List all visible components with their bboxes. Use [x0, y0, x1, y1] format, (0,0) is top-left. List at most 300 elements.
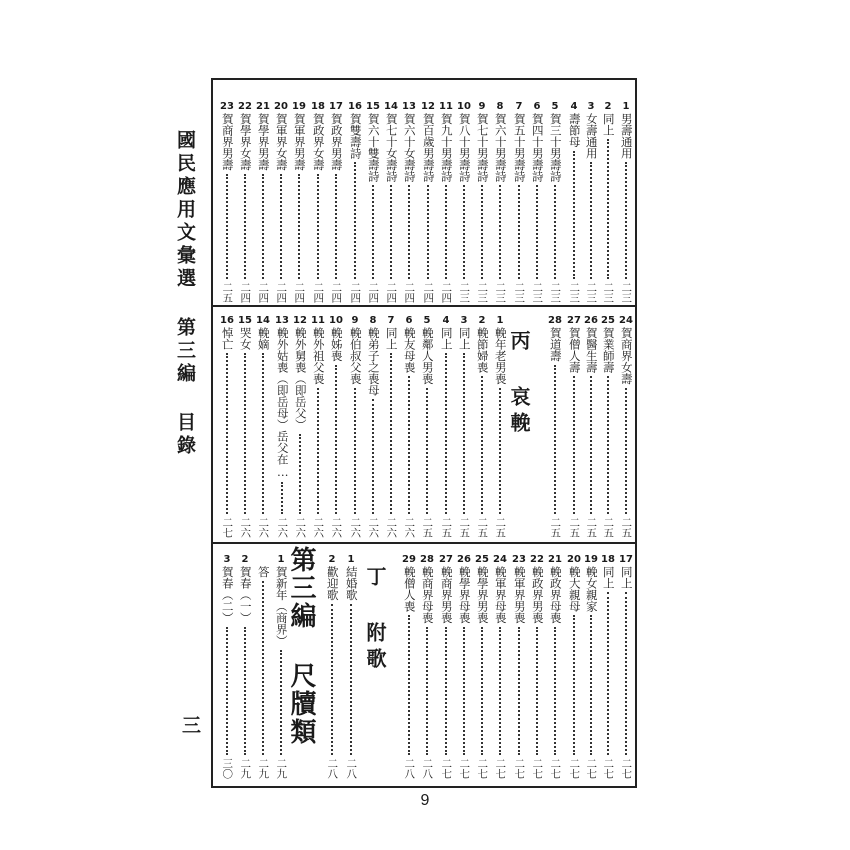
leader-dots	[298, 174, 300, 280]
entry-page: 二六	[330, 517, 343, 538]
entry-page: 二八	[421, 758, 434, 779]
leader-dots	[350, 604, 352, 756]
leader-dots	[354, 388, 356, 515]
toc-entry	[491, 553, 509, 779]
entry-number: 27	[567, 315, 581, 326]
toc-entry	[346, 314, 364, 538]
leader-dots	[445, 353, 447, 514]
entry-page: 二七	[531, 758, 544, 779]
entry-page: 二六	[367, 517, 380, 538]
folio-number: 9	[420, 792, 430, 809]
entry-number: 3	[223, 554, 231, 565]
leader-dots	[390, 185, 392, 279]
entry-number: 7	[387, 315, 395, 326]
entry-title: 輓外舅喪（即岳父）	[293, 327, 308, 431]
leader-dots	[625, 388, 627, 515]
toc-entry	[617, 314, 635, 538]
toc-entry	[510, 100, 528, 303]
entry-number: 28	[420, 554, 434, 565]
entry-title: 輓軍界母喪	[493, 566, 508, 624]
entry-number: 1	[622, 101, 630, 112]
entry-page: 二四	[330, 282, 343, 303]
leader-dots	[226, 353, 228, 514]
entry-page: 二三	[494, 282, 507, 303]
entry-page: 二四	[239, 282, 252, 303]
toc-entry	[342, 553, 360, 779]
leader-dots	[445, 185, 447, 279]
entry-number: 24	[493, 554, 507, 565]
leader-dots	[372, 185, 374, 279]
entry-number: 13	[275, 315, 289, 326]
entry-title: 賀六十女壽詩	[402, 113, 417, 182]
toc-entry	[254, 553, 272, 779]
leader-dots	[536, 627, 538, 756]
entry-page: 二七	[494, 758, 507, 779]
entry-page: 二六	[257, 517, 270, 538]
toc-entry	[236, 553, 254, 779]
toc-entry	[218, 314, 236, 538]
entry-number: 26	[584, 315, 598, 326]
entry-number: 11	[439, 101, 453, 112]
entry-title: 同上	[457, 327, 472, 350]
entry-page: 二五	[585, 517, 598, 538]
entry-number: 17	[329, 101, 343, 112]
entry-title: 賀七十女壽詩	[384, 113, 399, 182]
entry-page: 二六	[349, 517, 362, 538]
leader-dots	[463, 353, 465, 514]
entry-title: 賀商界女壽	[619, 327, 634, 385]
entry-number: 8	[369, 315, 377, 326]
toc-entry	[599, 314, 617, 538]
leader-dots	[607, 139, 609, 279]
toc-entry	[565, 100, 583, 303]
leader-dots	[354, 162, 356, 279]
leader-dots	[554, 365, 556, 515]
entry-number: 16	[220, 315, 234, 326]
entry-number: 1	[496, 315, 504, 326]
entry-number: 3	[587, 101, 595, 112]
entry-page: 二五	[458, 517, 471, 538]
entry-page: 二八	[403, 758, 416, 779]
toc-entry	[309, 314, 327, 538]
entry-title: 壽節母	[567, 113, 582, 148]
toc-entry	[236, 100, 254, 303]
toc-entry	[437, 314, 455, 538]
leader-dots	[226, 174, 228, 280]
entry-page: 二三	[620, 282, 633, 303]
entry-title: 輓外姑喪（即岳母）岳父在…	[275, 327, 290, 479]
entry-title: 賀六十男壽詩	[493, 113, 508, 182]
leader-dots	[625, 162, 627, 279]
leader-dots	[536, 185, 538, 279]
entry-number: 11	[311, 315, 325, 326]
entry-page: 二四	[385, 282, 398, 303]
entry-number: 14	[256, 315, 270, 326]
toc-entry	[565, 314, 583, 538]
entry-number: 21	[548, 554, 562, 565]
toc-entry	[273, 314, 291, 538]
toc-entry	[364, 100, 382, 303]
entry-page: 二五	[602, 517, 615, 538]
entry-number: 23	[220, 101, 234, 112]
entry-number: 29	[402, 554, 416, 565]
entry-page: 二四	[293, 282, 306, 303]
entry-number: 18	[601, 554, 615, 565]
entry-number: 9	[351, 315, 359, 326]
toc-entry	[419, 100, 437, 303]
entry-title: 輓嫡	[256, 327, 271, 350]
leader-dots	[408, 615, 410, 755]
toc-entry	[473, 314, 491, 538]
leader-dots	[244, 353, 246, 514]
toc-entry	[400, 553, 418, 779]
leader-dots	[280, 650, 282, 756]
entry-number: 10	[457, 101, 471, 112]
toc-entry	[582, 100, 600, 303]
entry-title: 賀三十男壽詩	[548, 113, 563, 182]
leader-dots	[518, 185, 520, 279]
entry-page: 二五	[221, 282, 234, 303]
entry-title: 賀六十雙壽詩	[366, 113, 381, 182]
entry-page: 二九	[275, 758, 288, 779]
toc-entry	[546, 100, 564, 303]
leader-dots	[390, 353, 392, 514]
leader-dots	[226, 627, 228, 756]
entry-page: 二四	[257, 282, 270, 303]
leader-dots	[499, 627, 501, 756]
leader-dots	[573, 376, 575, 514]
leader-dots	[481, 185, 483, 279]
toc-entry	[528, 553, 546, 779]
entry-title: 同上	[619, 566, 634, 589]
entry-title: 同上	[601, 566, 616, 589]
entry-number: 25	[475, 554, 489, 565]
leader-dots	[554, 185, 556, 279]
entry-page: 二六	[239, 517, 252, 538]
entry-number: 15	[238, 315, 252, 326]
toc-entry	[218, 553, 236, 779]
entry-number: 3	[460, 315, 468, 326]
toc-entry	[382, 100, 400, 303]
entry-title: 輓大親母	[567, 566, 582, 612]
entry-title: 賀雙壽詩	[348, 113, 363, 159]
entry-number: 2	[478, 315, 486, 326]
toc-entry	[323, 553, 341, 779]
entry-title: 賀七十男壽詩	[475, 113, 490, 182]
entry-number: 5	[551, 101, 559, 112]
entry-number: 24	[619, 315, 633, 326]
entry-page: 二六	[385, 517, 398, 538]
leader-dots	[408, 376, 410, 514]
entry-number: 1	[347, 554, 355, 565]
entry-page: 二九	[239, 758, 252, 779]
entry-page: 二五	[620, 517, 633, 538]
entry-title: 輓學界男喪	[475, 566, 490, 624]
leader-dots	[518, 627, 520, 756]
leader-dots	[317, 174, 319, 280]
entry-page: 二四	[440, 282, 453, 303]
entry-page: 二七	[585, 758, 598, 779]
entry-title: 輓友母喪	[402, 327, 417, 373]
leader-dots	[463, 627, 465, 756]
entry-page: 二五	[568, 517, 581, 538]
section-divider-top	[213, 305, 635, 307]
leader-dots	[262, 581, 264, 756]
entry-title: 同上	[439, 327, 454, 350]
entry-title: 賀醫生壽	[584, 327, 599, 373]
toc-entry	[254, 100, 272, 303]
entry-number: 6	[533, 101, 541, 112]
entry-title: 賀業師壽	[601, 327, 616, 373]
toc-entry	[599, 100, 617, 303]
toc-entry	[418, 553, 436, 779]
entry-page: 二七	[568, 758, 581, 779]
toc-entry	[327, 314, 345, 538]
leader-dots	[299, 434, 301, 515]
entry-title: 歡迎歌	[325, 566, 340, 601]
entry-title: 輓鄰人男喪	[420, 327, 435, 385]
entry-page: 二六	[403, 517, 416, 538]
entry-title: 輓政界母喪	[548, 566, 563, 624]
toc-entry	[599, 553, 617, 779]
entry-title: 賀四十男壽詩	[530, 113, 545, 182]
entry-page: 二七	[221, 517, 234, 538]
toc-entry	[546, 314, 564, 538]
toc-entry	[528, 100, 546, 303]
entry-number: 8	[496, 101, 504, 112]
entry-title: 賀道壽	[548, 327, 563, 362]
toc-entry	[437, 100, 455, 303]
entry-number: 2	[328, 554, 336, 565]
entry-page: 二三	[585, 282, 598, 303]
entry-title: 輓學界母喪	[457, 566, 472, 624]
entry-page: 二四	[312, 282, 325, 303]
toc-entry	[473, 100, 491, 303]
entry-number: 20	[274, 101, 288, 112]
section-divider-bottom	[213, 542, 635, 544]
leader-dots	[590, 376, 592, 514]
entry-page: 二五	[549, 517, 562, 538]
entry-title: 結婚歌	[344, 566, 359, 601]
entry-number: 25	[601, 315, 615, 326]
entry-page: 二七	[476, 758, 489, 779]
leader-dots	[262, 174, 264, 280]
toc-entry	[617, 100, 635, 303]
leader-dots	[281, 482, 283, 514]
entry-title: 輓軍界男喪	[512, 566, 527, 624]
leader-dots	[463, 185, 465, 279]
entry-number: 15	[366, 101, 380, 112]
toc-entry	[617, 553, 635, 779]
toc-entry	[382, 314, 400, 538]
entry-number: 28	[548, 315, 562, 326]
entry-title: 賀商界男壽	[220, 113, 235, 171]
entry-title: 賀百歲男壽詩	[421, 113, 436, 182]
entry-page: 二五	[476, 517, 489, 538]
entry-page: 二三	[513, 282, 526, 303]
entry-title: 賀新年（商界）	[274, 566, 289, 647]
leader-dots	[625, 592, 627, 755]
entry-number: 16	[348, 101, 362, 112]
entry-title: 哭女	[238, 327, 253, 350]
section-heading-ding: 丁 附歌	[363, 566, 387, 674]
entry-title: 賀政界男壽	[329, 113, 344, 171]
entry-title: 輓商界男喪	[439, 566, 454, 624]
entry-page: 二四	[403, 282, 416, 303]
entry-number: 19	[584, 554, 598, 565]
entry-title: 賀春（二）	[220, 566, 235, 624]
toc-entry	[291, 314, 309, 538]
leader-dots	[317, 388, 319, 515]
entry-page: 二七	[602, 758, 615, 779]
toc-entry	[254, 314, 272, 538]
entry-page: 二三	[549, 282, 562, 303]
entry-number: 1	[277, 554, 285, 565]
toc-entry	[327, 100, 345, 303]
entry-number: 17	[619, 554, 633, 565]
entry-title: 賀九十男壽詩	[439, 113, 454, 182]
entry-title: 賀僧人壽	[567, 327, 582, 373]
entry-page: 二三	[458, 282, 471, 303]
leader-dots	[590, 162, 592, 279]
toc-entry	[473, 553, 491, 779]
entry-number: 23	[512, 554, 526, 565]
entry-page: 二四	[275, 282, 288, 303]
entry-number: 5	[423, 315, 431, 326]
entry-page: 二五	[440, 517, 453, 538]
entry-page: 二三	[476, 282, 489, 303]
entry-number: 19	[292, 101, 306, 112]
entry-page: 二六	[276, 517, 289, 538]
entry-title: 輓商界母喪	[420, 566, 435, 624]
entry-number: 20	[567, 554, 581, 565]
leader-dots	[573, 151, 575, 280]
entry-number: 7	[515, 101, 523, 112]
entry-page: 二三	[568, 282, 581, 303]
leader-dots	[554, 627, 556, 756]
toc-entry	[290, 100, 308, 303]
toc-entry	[546, 553, 564, 779]
entry-number: 4	[442, 315, 450, 326]
contents-panel-top	[213, 100, 635, 303]
toc-entry	[400, 314, 418, 538]
toc-entry	[272, 100, 290, 303]
leader-dots	[408, 185, 410, 279]
entry-number: 9	[478, 101, 486, 112]
entry-number: 2	[604, 101, 612, 112]
entry-page: 二九	[257, 758, 270, 779]
leader-dots	[607, 592, 609, 755]
entry-number: 12	[293, 315, 307, 326]
entry-title: 賀學界男壽	[256, 113, 271, 171]
toc-entry	[400, 100, 418, 303]
toc-entry	[491, 100, 509, 303]
entry-page: 二七	[440, 758, 453, 779]
toc-entry	[510, 553, 528, 779]
entry-page: 二七	[458, 758, 471, 779]
entry-title: 同上	[384, 327, 399, 350]
entry-page: 三〇	[221, 758, 234, 779]
leader-dots	[244, 174, 246, 280]
entry-title: 賀政界女壽	[311, 113, 326, 171]
leader-dots	[481, 376, 483, 514]
toc-entry	[364, 314, 382, 538]
entry-number: 22	[238, 101, 252, 112]
entry-page: 二八	[345, 758, 358, 779]
leader-dots	[426, 388, 428, 515]
entry-title: 輓伯叔父喪	[348, 327, 363, 385]
leader-dots	[335, 174, 337, 280]
leader-dots	[573, 615, 575, 755]
entry-number: 14	[384, 101, 398, 112]
entry-title: 賀學界女壽	[238, 113, 253, 171]
entry-title: 賀五十男壽詩	[512, 113, 527, 182]
entry-number: 22	[530, 554, 544, 565]
running-head: 國民應用文彙選 第三編 目錄	[174, 130, 196, 458]
entry-page: 二五	[421, 517, 434, 538]
page-number-cjk: 三	[179, 715, 201, 734]
entry-number: 26	[457, 554, 471, 565]
toc-entry	[218, 100, 236, 303]
leader-dots	[244, 627, 246, 756]
entry-page: 二六	[294, 517, 307, 538]
entry-page: 二三	[602, 282, 615, 303]
entry-title: 輓姊喪	[329, 327, 344, 362]
toc-entry	[455, 553, 473, 779]
entry-title: 賀軍界女壽	[274, 113, 289, 171]
entry-page: 二七	[549, 758, 562, 779]
entry-page: 二四	[367, 282, 380, 303]
entry-title: 輓外祖父喪	[311, 327, 326, 385]
entry-title: 賀春（一）	[238, 566, 253, 624]
toc-entry	[437, 553, 455, 779]
entry-page: 二七	[620, 758, 633, 779]
leader-dots	[280, 174, 282, 280]
entry-number: 4	[570, 101, 578, 112]
leader-dots	[590, 615, 592, 755]
entry-title: 女壽通用	[584, 113, 599, 159]
entry-page: 二三	[531, 282, 544, 303]
entry-page: 二七	[513, 758, 526, 779]
leader-dots	[335, 365, 337, 515]
leader-dots	[426, 627, 428, 756]
toc-entry	[418, 314, 436, 538]
entry-number: 21	[256, 101, 270, 112]
entry-number: 27	[439, 554, 453, 565]
leader-dots	[262, 353, 264, 514]
entry-page: 二四	[349, 282, 362, 303]
leader-dots	[445, 627, 447, 756]
entry-page: 二六	[312, 517, 325, 538]
section-heading-bing: 丙 哀輓	[507, 330, 531, 438]
entry-number: 18	[311, 101, 325, 112]
entry-number: 2	[241, 554, 249, 565]
entry-page: 二五	[494, 517, 507, 538]
toc-entry	[565, 553, 583, 779]
entry-title: 輓節婦喪	[475, 327, 490, 373]
entry-title: 輓弟子之喪母	[366, 327, 381, 396]
toc-entry	[455, 314, 473, 538]
entry-number: 12	[421, 101, 435, 112]
toc-entry	[236, 314, 254, 538]
leader-dots	[499, 185, 501, 279]
leader-dots	[607, 376, 609, 514]
toc-entry	[582, 314, 600, 538]
entry-title: 同上	[601, 113, 616, 136]
entry-page: 二四	[422, 282, 435, 303]
contents-panel-middle	[213, 314, 635, 538]
toc-entry	[346, 100, 364, 303]
